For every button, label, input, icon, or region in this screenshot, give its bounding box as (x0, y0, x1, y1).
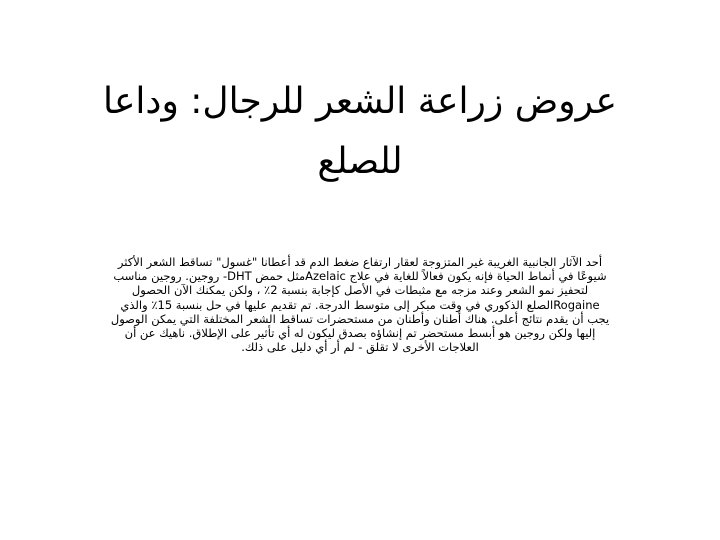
slide-body-text: أحد الآثار الجانبية الغريبة غير المتزوجة لعقار ارتفاع ضغط الدم قد أعطانا "غسول" تساقط الشعر الأكثر شيوعًا في أنماط الحياة فإنه يكون فعالاً للغاية في علاج Azelaicمثل حمض DHT- روجين. روجين مناسب لتحفيز نمو الشعر وعند مزجه مع مثبطات في الأصل كإجابة بنسبة 2٪ ، ولكن يمكنك الآن الحصول Rogaineالصلع الذكوري في وقت مبكر إلى متوسط الدرجة. تم تقديم عليها في حل بنسبة 15٪ والذي يجب أن يقدم نتائج أعلى. هناك أطنان وأطنان من مستحضرات تساقط الشعر المختلفة التي يمكن الوصول إليها ولكن روجين هو أبسط مستحضر تم إنشاؤه بصدق ليكون له أي تأثير على الإطلاق. ناهيك عن أن العلاجات الأخرى لا تقلق - لم أر أي دليل على ذلك. (110, 255, 610, 355)
slide-title: عروض زراعة الشعر للرجال: وداعا للصلع (102, 81, 618, 182)
